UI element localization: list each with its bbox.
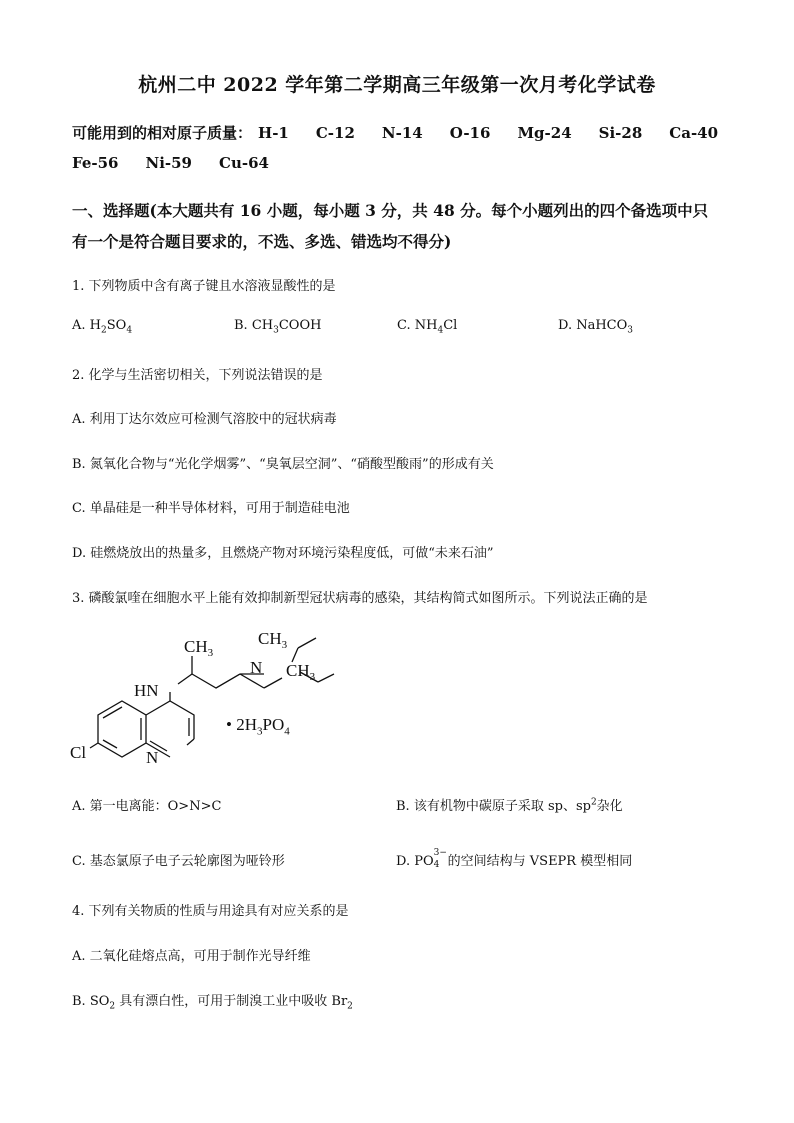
cl-label: Cl bbox=[70, 743, 87, 762]
atomic-mass-label: 可能用到的相对原子质量： bbox=[72, 124, 253, 142]
mass-fe: Fe-56 bbox=[72, 154, 119, 172]
atomic-mass-row-1 bbox=[72, 122, 745, 143]
ring-n-label: N bbox=[146, 748, 159, 767]
question-1-option-d: D. NaHCO$_3$ bbox=[558, 318, 634, 336]
question-3-option-a: A. 第一电离能：O>N>C bbox=[72, 799, 222, 814]
question-4-option-b: B. $SO_2$ 具有漂白性，可用于制溴工业中吸收 $Br_2$ bbox=[72, 994, 353, 1012]
question-3-option-b: B. 该有机物中碳原子采取 sp、$sp^2$杂化 bbox=[396, 797, 623, 814]
mass-si: Si-28 bbox=[598, 124, 643, 142]
ch3-ethyl-1-label: $CH_3$ bbox=[258, 629, 288, 651]
question-1-option-b: B. $CH_3COOH$ bbox=[234, 318, 322, 336]
ch3-top-label: $CH_3$ bbox=[184, 637, 214, 659]
mass-c: C-12 bbox=[315, 124, 355, 142]
question-2-option-a: A. 利用丁达尔效应可检测气溶胶中的冠状病毒 bbox=[72, 412, 337, 427]
amine-n-label: N bbox=[250, 658, 263, 677]
page-title: 杭州二中 2022 学年第二学期高三年级第一次月考化学试卷 bbox=[138, 74, 656, 96]
question-4-stem: 4. 下列有关物质的性质与用途具有对应关系的是 bbox=[72, 904, 349, 919]
hn-label: HN bbox=[134, 681, 159, 700]
question-4-option-a: A. 二氧化硅熔点高，可用于制作光导纤维 bbox=[72, 949, 311, 964]
question-1-stem: 1. 下列物质中含有离子键且水溶液显酸性的是 bbox=[72, 279, 336, 294]
question-2-stem: 2. 化学与生活密切相关，下列说法错误的是 bbox=[72, 368, 323, 383]
chloroquine-phosphate-structure bbox=[66, 626, 396, 771]
section-heading bbox=[72, 195, 732, 257]
ch3-ethyl-2-label: $CH_3$ bbox=[286, 661, 316, 683]
mass-mg: Mg-24 bbox=[517, 124, 572, 142]
mass-o: O-16 bbox=[449, 124, 491, 142]
atomic-mass-row-2 bbox=[72, 154, 296, 172]
question-3-option-c: C. 基态氯原子电子云轮廓图为哑铃形 bbox=[72, 854, 285, 869]
question-3-option-d: D. PO 3− 4 的空间结构与 VSEPR 模型相同 bbox=[396, 848, 633, 870]
mass-ca: Ca-40 bbox=[669, 124, 719, 142]
question-1-option-a: A. $H_2SO_4$ bbox=[72, 318, 133, 336]
question-2-option-c: C. 单晶硅是一种半导体材料，可用于制造硅电池 bbox=[72, 501, 350, 516]
mass-ni: Ni-59 bbox=[145, 154, 192, 172]
section-heading-line-2: 有一个是符合题目要求的，不选、多选、错选均不得分) bbox=[72, 232, 452, 251]
benzene-ring bbox=[98, 701, 146, 757]
mass-n: N-14 bbox=[381, 124, 423, 142]
section-heading-line-1: 一、选择题(本大题共有 16 小题，每小题 3 分，共 48 分。每个小题列出的四个备选项中只 bbox=[72, 201, 709, 220]
question-3-stem: 3. 磷酸氯喹在细胞水平上能有效抑制新型冠状病毒的感染，其结构简式如图所示。下列说法正确的是 bbox=[72, 591, 648, 606]
question-2-option-b: B. 氮氧化合物与“光化学烟雾”、“臭氧层空洞”、“硝酸型酸雨”的形成有关 bbox=[72, 457, 494, 472]
phosphate-salt-label: • $2H_3PO_4$ bbox=[226, 715, 290, 738]
question-2-option-d: D. 硅燃烧放出的热量多，且燃烧产物对环境污染程度低，可做“未来石油” bbox=[72, 546, 494, 561]
pyridine-ring bbox=[146, 701, 194, 739]
question-1-option-c: C. $NH_4Cl$ bbox=[397, 318, 458, 336]
mass-cu: Cu-64 bbox=[219, 154, 269, 172]
mass-h: H-1 bbox=[258, 124, 289, 142]
